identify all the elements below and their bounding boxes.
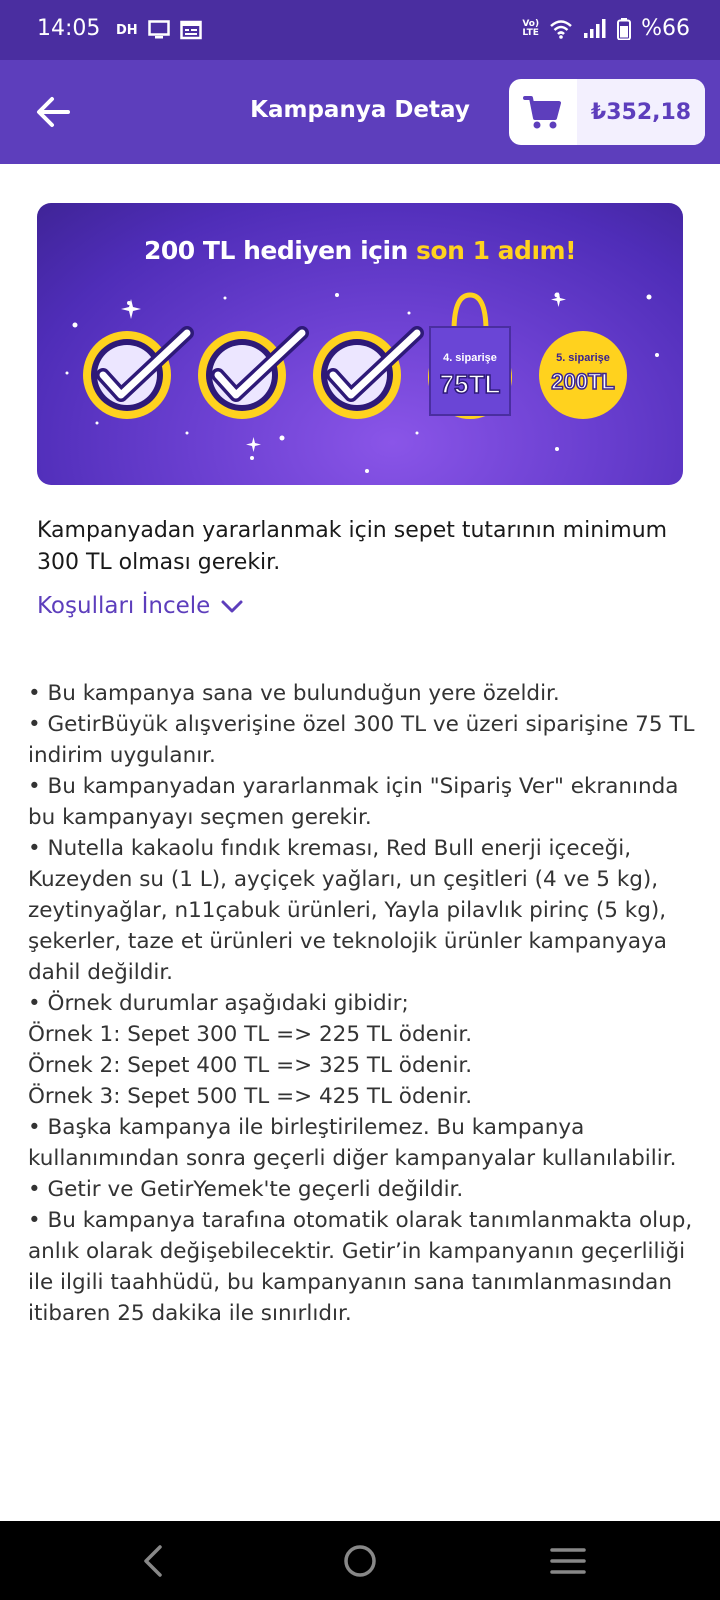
banner-headline xyxy=(37,236,683,265)
status-time: 14:05 xyxy=(37,16,101,41)
page-title: Kampanya Detay xyxy=(250,97,470,123)
condition-item: • Bu kampanya tarafına otomatik olarak tanımlanmakta olup, anlık olarak değişebilecektir. Getir’in kampanyanın geçerliliği ile ilgili taahhüdü, bu kampanyanın sana tanımlanmasından itibaren 25 dakika ile sınırlıdır. xyxy=(28,1208,693,1326)
system-nav-bar xyxy=(0,1521,720,1600)
calendar-icon xyxy=(180,20,202,40)
campaign-banner xyxy=(37,203,683,485)
battery-icon xyxy=(617,18,631,40)
app-bar xyxy=(0,60,720,164)
step-4-caption: 4. siparişe xyxy=(443,352,497,364)
banner-headline-text: 200 TL hediyen için xyxy=(144,236,417,265)
nav-back-button[interactable] xyxy=(134,1541,174,1581)
condition-example: Örnek 2: Sepet 400 TL => 325 TL ödenir. xyxy=(28,1053,473,1078)
nav-back-icon xyxy=(134,1541,174,1581)
monitor-icon xyxy=(148,20,170,40)
dh-badge: DH xyxy=(116,22,138,38)
minimum-basket-note: Kampanyadan yararlanmak için sepet tutarının minimum 300 TL olması gerekir. xyxy=(37,518,668,575)
condition-item: • Bu kampanya sana ve bulunduğun yere özeldir. xyxy=(28,681,560,706)
step-5-amount: 200TL xyxy=(551,369,615,394)
volte-bottom-text: LTE xyxy=(522,27,539,38)
condition-example: Örnek 1: Sepet 300 TL => 225 TL ödenir. xyxy=(28,1022,473,1047)
cart-button[interactable] xyxy=(509,79,705,145)
step-2-check-badge xyxy=(198,331,302,419)
nav-home-icon xyxy=(340,1541,380,1581)
step-1-check-badge xyxy=(83,331,187,419)
signal-icon xyxy=(583,19,607,39)
condition-item: • Bu kampanyadan yararlanmak için "Sipariş Ver" ekranında bu kampanyayı seçmen gerekir. xyxy=(28,774,679,830)
volte-indicator xyxy=(522,20,539,38)
wifi-icon xyxy=(549,19,573,39)
conditions-list xyxy=(28,678,708,1329)
status-right-group xyxy=(522,16,690,41)
condition-item: • GetirBüyük alışverişine özel 300 TL ve üzeri siparişine 75 TL indirim uygulanır. xyxy=(28,712,695,768)
volte-top-text: Vo) xyxy=(522,18,540,29)
nav-home-button[interactable] xyxy=(340,1541,380,1581)
step-3-check-badge xyxy=(313,331,417,419)
condition-example: Örnek 3: Sepet 500 TL => 425 TL ödenir. xyxy=(28,1084,473,1109)
condition-item: • Örnek durumlar aşağıdaki gibidir; xyxy=(28,991,409,1016)
conditions-toggle-label: Koşulları İncele xyxy=(37,593,211,619)
battery-percent: %66 xyxy=(641,16,690,41)
condition-item: • Başka kampanya ile birleştirilemez. Bu kampanya kullanımından sonra geçerli diğer kampanyalar kullanılabilir. xyxy=(28,1115,677,1171)
chevron-down-icon xyxy=(220,598,244,614)
nav-recents-icon xyxy=(548,1541,588,1581)
cart-icon xyxy=(523,94,563,130)
step-5-reward-badge xyxy=(539,331,627,419)
step-4-amount: 75TL xyxy=(439,369,501,399)
status-left-icons xyxy=(116,20,202,40)
cart-total: ₺352,18 xyxy=(577,79,705,145)
condition-item: • Getir ve GetirYemek'te geçerli değildir. xyxy=(28,1177,464,1202)
conditions-toggle[interactable] xyxy=(37,593,244,619)
banner-headline-highlight: son 1 adım! xyxy=(416,236,576,265)
nav-recents-button[interactable] xyxy=(548,1541,588,1581)
cart-icon-box xyxy=(509,79,577,145)
condition-item: • Nutella kakaolu fındık kreması, Red Bull enerji içeceği, Kuzeyden su (1 L), ayçiçek yağları, un çeşitleri (4 ve 5 kg), zeytinyağlar, n11çabuk ürünleri, Yayla pilavlık pirinç (5 kg), şekerler, taze et ürünleri ve teknolojik ürünler kampanyaya dahil değildir. xyxy=(28,836,667,985)
status-bar xyxy=(0,0,720,60)
step-5-caption: 5. siparişe xyxy=(556,352,610,364)
step-4-bag-badge xyxy=(428,295,512,419)
